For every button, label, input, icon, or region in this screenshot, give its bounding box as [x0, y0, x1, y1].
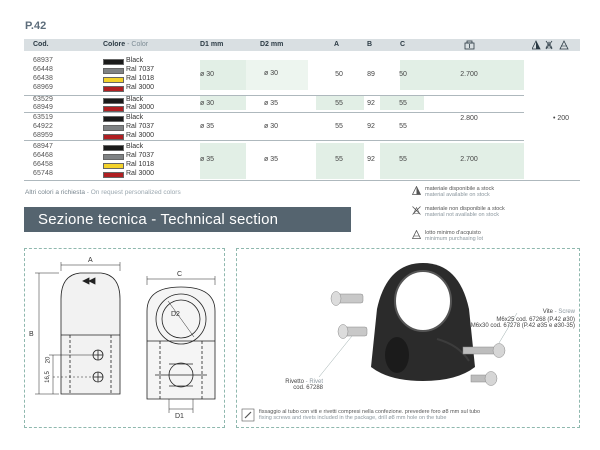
dim-h1: 16,5: [44, 371, 51, 383]
table-row: 68959 Ral 3000: [33, 132, 155, 139]
table-row: 64922 Ral 7037: [33, 123, 155, 130]
cell-c: 55: [399, 156, 407, 163]
cell-d2: ø 35: [263, 100, 279, 107]
legend-item: lotto minimo d'acquisto minimum purchasing lot: [425, 230, 483, 242]
cell-d2: ø 30: [263, 70, 279, 77]
cell-b: 92: [367, 100, 375, 107]
cell-a: 55: [335, 100, 343, 107]
stock-available-icon: [412, 186, 421, 195]
rivet-callout: Rivetto - Rivet cod. 67288: [285, 379, 323, 391]
table-row: 65748 Ral 3000: [33, 170, 155, 177]
col-b: B: [367, 41, 373, 48]
dim-a: A: [88, 257, 93, 264]
personalized-colors-note: Altri colori a richiesta - On request personalized colors: [25, 189, 181, 196]
legend-item: materiale non disponibile a stock material not available on stock: [425, 206, 505, 218]
table-row: 63529 Black: [33, 96, 144, 103]
product-photo-panel: [236, 248, 580, 428]
cell-c: 55: [399, 123, 407, 130]
col-d2: D2 mm: [260, 41, 284, 48]
cell-d2: ø 35: [263, 156, 279, 163]
col-code: Cod.: [33, 41, 49, 48]
dim-d2: D2: [171, 311, 180, 318]
table-row: 66458 Ral 1018: [33, 161, 155, 168]
stock-status-icons: [532, 40, 578, 50]
cell-d2: ø 30: [263, 123, 279, 130]
page-code: P.42: [25, 20, 47, 32]
col-a: A: [334, 41, 340, 48]
box-weight-icon: [464, 40, 475, 50]
col-d1: D1 mm: [200, 41, 224, 48]
dim-c: C: [177, 271, 183, 278]
table-row: 63519 Black: [33, 114, 144, 121]
cell-weight: 2.700: [460, 71, 478, 78]
col-c: C: [400, 41, 406, 48]
cell-b: 92: [367, 123, 375, 130]
col-color: Colore - Color: [103, 41, 149, 48]
dim-d1: D1: [175, 413, 184, 420]
table-row: 68937 Black: [33, 57, 144, 64]
screw-codes: M6x25 cod. 67268 (P.42 ø30) M6x30 cod. 67278 (P.42 ø35 e ø30-35): [470, 317, 575, 329]
product-photo: [237, 249, 579, 427]
table-row: 66438 Ral 1018: [33, 75, 155, 82]
cell-d1: ø 35: [199, 156, 215, 163]
min-lot-icon: [412, 230, 421, 239]
cell-a: 55: [335, 156, 343, 163]
table-row: 66468 Ral 7037: [33, 152, 155, 159]
table-row: 68949 Ral 3000: [33, 104, 155, 111]
cell-c: 50: [399, 71, 407, 78]
table-row: 68947 Black: [33, 143, 144, 150]
screw-callout: Vite - Screw: [542, 309, 575, 315]
dim-b: B: [29, 331, 34, 338]
cell-b: 89: [367, 71, 375, 78]
technical-drawing-panel: [24, 248, 225, 428]
fixing-note: fissaggio al tubo con viti e rivetti compresi nella confezione. prevedere foro ø8 mm sul tubo fixing screws and rivets included in the package, drill ø8 mm hole on the tube: [259, 409, 481, 421]
cell-d1: ø 30: [199, 71, 215, 78]
cell-min-lot: • 200: [552, 115, 570, 122]
cell-a: 50: [335, 71, 343, 78]
dim-h2: 20: [45, 356, 52, 364]
table-bottom-rule: [24, 180, 580, 181]
cell-weight: 2.800: [460, 115, 478, 122]
cell-a: 55: [335, 123, 343, 130]
table-header: [24, 39, 580, 51]
cell-d1: ø 35: [199, 123, 215, 130]
section-banner: [24, 207, 351, 232]
stock-unavailable-icon: [412, 206, 421, 215]
cell-weight: 2.700: [460, 156, 478, 163]
cell-d1: ø 30: [199, 100, 215, 107]
cell-c: 55: [399, 100, 407, 107]
table-row: 68969 Ral 3000: [33, 84, 155, 91]
table-row: 66448 Ral 7037: [33, 66, 155, 73]
technical-drawing: [25, 249, 224, 427]
legend-item: materiale disponibile a stock material available on stock: [425, 186, 494, 198]
cell-b: 92: [367, 156, 375, 163]
section-title: Sezione tecnica - Technical section: [38, 211, 279, 228]
